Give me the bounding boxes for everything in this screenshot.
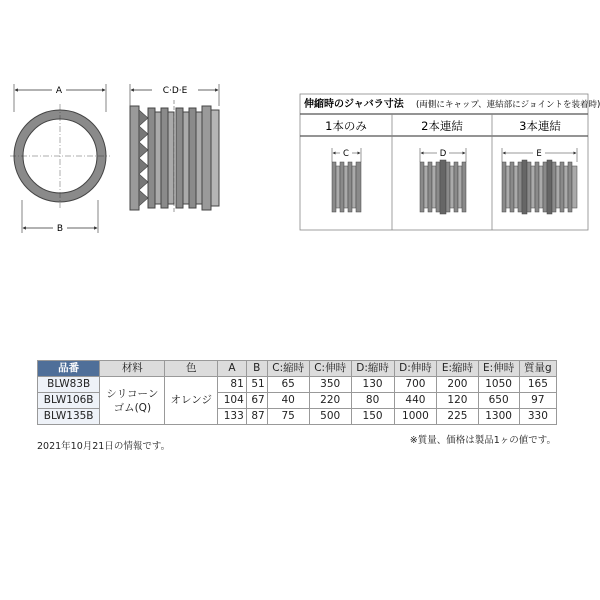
cell-color: オレンジ <box>165 377 218 425</box>
cell-c-max: 500 <box>309 409 351 425</box>
header-e-min: E:縮時 <box>437 361 478 377</box>
price-note: ※質量、価格は製品1ヶの値です。 <box>409 435 556 446</box>
cell-d-min: 80 <box>351 393 394 409</box>
cell-mass: 165 <box>519 377 556 393</box>
cell-e-max: 1050 <box>478 377 519 393</box>
header-d-max: D:伸時 <box>394 361 437 377</box>
panel-title: 伸縮時のジャバラ寸法 <box>304 99 404 110</box>
cell-b: 51 <box>246 377 267 393</box>
header-d-min: D:縮時 <box>351 361 394 377</box>
dim-c-label: C <box>343 149 349 159</box>
dim-e-label: E <box>536 149 542 159</box>
cell-code: BLW83B <box>38 377 100 393</box>
ring-front-view <box>10 84 110 234</box>
header-e-max: E:伸時 <box>478 361 519 377</box>
cell-c-min: 40 <box>267 393 309 409</box>
cell-a: 133 <box>218 409 247 425</box>
cell-d-min: 130 <box>351 377 394 393</box>
bellows-side-view <box>130 84 219 214</box>
cell-mass: 97 <box>519 393 556 409</box>
cell-b: 87 <box>246 409 267 425</box>
table-row <box>38 377 557 393</box>
dim-b-label: B <box>56 224 64 234</box>
header-color: 色 <box>165 361 218 377</box>
header-code: 品番 <box>38 361 100 377</box>
extension-dimension-panel <box>300 94 600 230</box>
cell-a: 81 <box>218 377 247 393</box>
cell-c-max: 220 <box>309 393 351 409</box>
dim-d-label: D <box>439 149 447 159</box>
product-drawing <box>0 70 600 250</box>
table-header-row <box>38 361 557 377</box>
panel-subtitle: (両側にキャップ、連結部にジョイントを装着時) <box>416 100 600 110</box>
cell-b: 67 <box>246 393 267 409</box>
spec-table <box>37 360 557 425</box>
cell-d-min: 150 <box>351 409 394 425</box>
header-a: A <box>218 361 247 377</box>
header-material: 材料 <box>100 361 165 377</box>
dim-a-label: A <box>55 86 63 96</box>
cell-e-min: 120 <box>437 393 478 409</box>
header-b: B <box>246 361 267 377</box>
cell-c-max: 350 <box>309 377 351 393</box>
header-c-max: C:伸時 <box>309 361 351 377</box>
date-note: 2021年10月21日の情報です。 <box>37 441 171 452</box>
cell-c-min: 65 <box>267 377 309 393</box>
cell-a: 104 <box>218 393 247 409</box>
cell-e-min: 200 <box>437 377 478 393</box>
dim-cde-label: C·D·E <box>162 86 188 96</box>
cell-e-min: 225 <box>437 409 478 425</box>
header-c-min: C:縮時 <box>267 361 309 377</box>
cell-e-max: 650 <box>478 393 519 409</box>
header-mass: 質量g <box>519 361 556 377</box>
cell-d-max: 1000 <box>394 409 437 425</box>
cell-d-max: 440 <box>394 393 437 409</box>
cell-code: BLW135B <box>38 409 100 425</box>
cell-e-max: 1300 <box>478 409 519 425</box>
panel-col-2: 2本連結 <box>421 119 463 133</box>
panel-col-3: 3本連結 <box>519 119 561 133</box>
cell-mass: 330 <box>519 409 556 425</box>
cell-material: シリコーンゴム(Q) <box>100 377 165 425</box>
panel-col-1: 1本のみ <box>325 119 367 133</box>
cell-d-max: 700 <box>394 377 437 393</box>
cell-c-min: 75 <box>267 409 309 425</box>
cell-code: BLW106B <box>38 393 100 409</box>
